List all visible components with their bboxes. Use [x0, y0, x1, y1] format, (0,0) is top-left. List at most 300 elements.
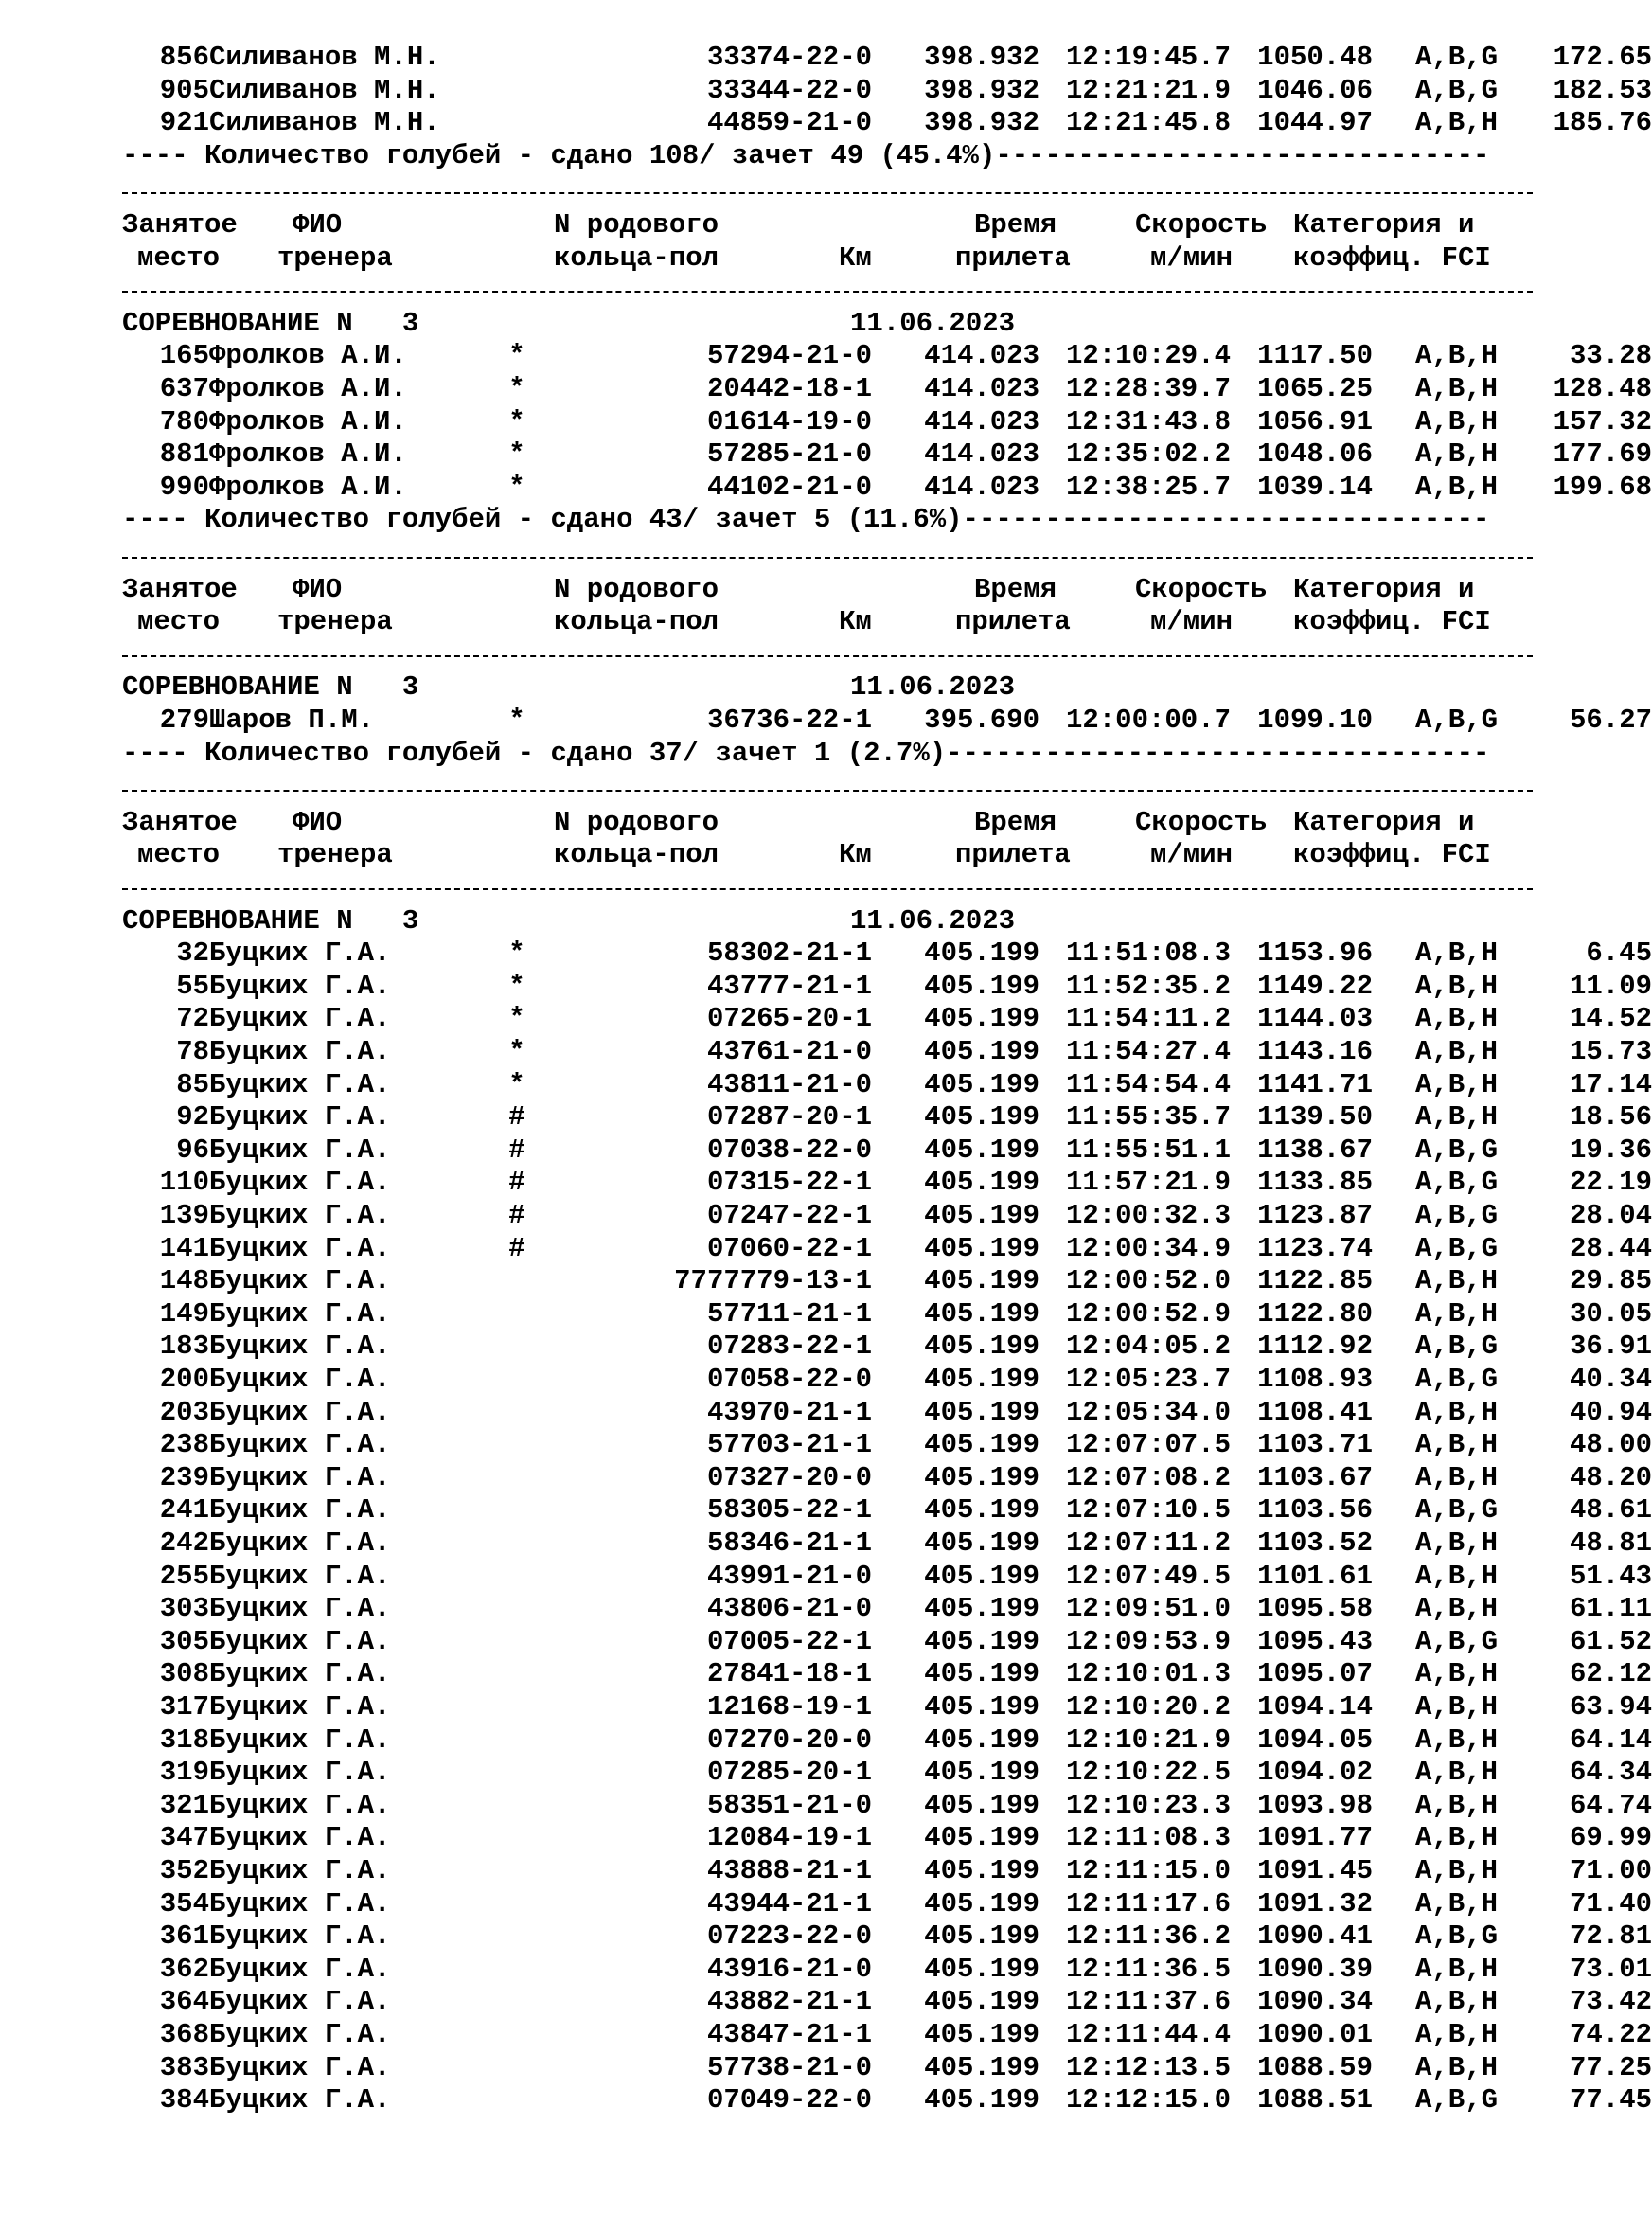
place-cell: 990	[159, 472, 209, 503]
ring-number-cell: 58351-21-0	[706, 1790, 872, 1821]
dashed-rule	[122, 275, 1542, 307]
mark-cell: *	[508, 938, 525, 969]
arrival-time-cell: 12:10:23.3	[1065, 1790, 1231, 1821]
distance-cell: 405.199	[924, 1069, 1039, 1100]
distance-cell: 405.199	[924, 1626, 1039, 1657]
col-ring-subheader: кольца-пол	[554, 606, 719, 637]
category-cell: A,B,H	[1414, 1593, 1498, 1624]
trainer-name-cell: Силиванов М.Н.	[209, 75, 440, 106]
ring-number-cell: 07060-22-1	[706, 1233, 872, 1264]
table-row	[122, 1134, 1652, 1167]
fci-coefficient-cell: 64.34	[1569, 1757, 1652, 1788]
distance-cell: 405.199	[924, 1494, 1039, 1526]
arrival-time-cell: 12:05:23.7	[1065, 1364, 1231, 1395]
col-speed-header: Скорость	[1135, 209, 1268, 241]
arrival-time-cell: 11:51:08.3	[1065, 938, 1231, 969]
mark-cell: *	[508, 340, 525, 371]
arrival-time-cell: 12:07:07.5	[1065, 1429, 1231, 1460]
fci-coefficient-cell: 28.04	[1569, 1200, 1652, 1231]
fci-coefficient-cell: 30.05	[1569, 1298, 1652, 1330]
summary-line	[122, 140, 1542, 172]
ring-number-cell: 43882-21-1	[706, 1986, 872, 2017]
trainer-name-cell: Буцких Г.А.	[209, 1724, 391, 1756]
distance-cell: 405.199	[924, 1757, 1039, 1788]
category-cell: A,B,G	[1414, 2084, 1498, 2116]
arrival-time-cell: 12:09:51.0	[1065, 1593, 1231, 1624]
divider	[122, 888, 1533, 890]
column-header-row-2	[122, 839, 1542, 871]
fci-coefficient-cell: 33.28	[1569, 340, 1652, 371]
category-cell: A,B,G	[1414, 1134, 1498, 1166]
place-cell: 384	[159, 2084, 209, 2116]
fci-coefficient-cell: 22.19	[1569, 1167, 1652, 1198]
table-row	[122, 1593, 1652, 1625]
distance-cell: 414.023	[924, 340, 1039, 371]
fci-coefficient-cell: 48.61	[1569, 1494, 1652, 1526]
trainer-name-cell: Буцких Г.А.	[209, 1790, 391, 1821]
ring-number-cell: 43761-21-0	[706, 1036, 872, 1067]
competition-header	[122, 671, 1542, 704]
arrival-time-cell: 12:07:10.5	[1065, 1494, 1231, 1526]
fci-coefficient-cell: 51.43	[1569, 1561, 1652, 1592]
arrival-time-cell: 12:11:36.5	[1065, 1954, 1231, 1985]
column-header-row-1	[122, 807, 1542, 839]
distance-cell: 405.199	[924, 1003, 1039, 1034]
competition-header	[122, 905, 1542, 938]
table-row	[122, 1429, 1652, 1461]
arrival-time-cell: 11:54:27.4	[1065, 1036, 1231, 1067]
category-cell: A,B,H	[1414, 1101, 1498, 1133]
ring-number-cell: 07270-20-0	[706, 1724, 872, 1756]
distance-cell: 405.199	[924, 2084, 1039, 2116]
table-row	[122, 1691, 1652, 1724]
distance-cell: 405.199	[924, 1790, 1039, 1821]
fci-coefficient-cell: 63.94	[1569, 1691, 1652, 1723]
col-time-subheader: прилета	[955, 606, 1071, 637]
fci-coefficient-cell: 69.99	[1569, 1822, 1652, 1853]
fci-coefficient-cell: 48.81	[1569, 1527, 1652, 1559]
ring-number-cell: 07223-22-0	[706, 1920, 872, 1952]
table-row	[122, 373, 1652, 405]
category-cell: A,B,G	[1414, 1364, 1498, 1395]
mark-cell: #	[508, 1101, 525, 1133]
category-cell: A,B,H	[1414, 1527, 1498, 1559]
ring-number-cell: 44102-21-0	[706, 472, 872, 503]
fci-coefficient-cell: 72.81	[1569, 1920, 1652, 1952]
trainer-name-cell: Буцких Г.А.	[209, 1265, 391, 1296]
ring-number-cell: 57703-21-1	[706, 1429, 872, 1460]
speed-cell: 1123.74	[1257, 1233, 1373, 1264]
ring-number-cell: 58346-21-1	[706, 1527, 872, 1559]
col-fio-header: ФИО	[293, 807, 343, 838]
ring-number-cell: 07247-22-1	[706, 1200, 872, 1231]
ring-number-cell: 44859-21-0	[706, 107, 872, 138]
ring-number-cell: 12168-19-1	[706, 1691, 872, 1723]
category-cell: A,B,H	[1414, 340, 1498, 371]
distance-cell: 405.199	[924, 938, 1039, 969]
ring-number-cell: 07058-22-0	[706, 1364, 872, 1395]
category-cell: A,B,H	[1414, 107, 1498, 138]
speed-cell: 1112.92	[1257, 1331, 1373, 1362]
category-cell: A,B,H	[1414, 406, 1498, 438]
speed-cell: 1050.48	[1257, 42, 1373, 73]
arrival-time-cell: 11:55:35.7	[1065, 1101, 1231, 1133]
table-row	[122, 1920, 1652, 1953]
col-speed-subheader: м/мин	[1150, 839, 1234, 870]
place-cell: 141	[159, 1233, 209, 1264]
table-row	[122, 1658, 1652, 1690]
trainer-name-cell: Буцких Г.А.	[209, 1527, 391, 1559]
pigeon-count-summary: ---- Количество голубей - сдано 43/ зачет 5 (11.6%)--------------------------------	[122, 504, 1490, 535]
place-cell: 148	[159, 1265, 209, 1296]
trainer-name-cell: Буцких Г.А.	[209, 1561, 391, 1592]
distance-cell: 405.199	[924, 1298, 1039, 1330]
arrival-time-cell: 12:07:08.2	[1065, 1462, 1231, 1493]
distance-cell: 405.199	[924, 1954, 1039, 1985]
trainer-name-cell: Буцких Г.А.	[209, 1658, 391, 1689]
table-row	[122, 1331, 1652, 1363]
category-cell: A,B,H	[1414, 938, 1498, 969]
speed-cell: 1117.50	[1257, 340, 1373, 371]
col-fio-header: ФИО	[293, 209, 343, 241]
trainer-name-cell: Буцких Г.А.	[209, 971, 391, 1002]
trainer-name-cell: Силиванов М.Н.	[209, 107, 440, 138]
place-cell: 55	[176, 971, 209, 1002]
place-cell: 361	[159, 1920, 209, 1952]
column-header-row-2	[122, 242, 1542, 275]
fci-coefficient-cell: 71.00	[1569, 1855, 1652, 1886]
arrival-time-cell: 12:38:25.7	[1065, 472, 1231, 503]
mark-cell: *	[508, 373, 525, 404]
distance-cell: 405.199	[924, 1527, 1039, 1559]
col-speed-subheader: м/мин	[1150, 606, 1234, 637]
trainer-name-cell: Буцких Г.А.	[209, 2084, 391, 2116]
table-row	[122, 1527, 1652, 1560]
trainer-name-cell: Буцких Г.А.	[209, 1331, 391, 1362]
ring-number-cell: 27841-18-1	[706, 1658, 872, 1689]
table-row	[122, 406, 1652, 438]
category-cell: A,B,G	[1414, 1920, 1498, 1952]
mark-cell: #	[508, 1167, 525, 1198]
divider	[122, 192, 1533, 194]
speed-cell: 1094.02	[1257, 1757, 1373, 1788]
speed-cell: 1094.14	[1257, 1691, 1373, 1723]
arrival-time-cell: 12:00:34.9	[1065, 1233, 1231, 1264]
fci-coefficient-cell: 6.45	[1586, 938, 1652, 969]
fci-coefficient-cell: 40.94	[1569, 1397, 1652, 1428]
trainer-name-cell: Фролков А.И.	[209, 406, 407, 438]
category-cell: A,B,H	[1414, 1954, 1498, 1985]
col-speed-header: Скорость	[1135, 807, 1268, 838]
distance-cell: 414.023	[924, 472, 1039, 503]
trainer-name-cell: Буцких Г.А.	[209, 1134, 391, 1166]
ring-number-cell: 07283-22-1	[706, 1331, 872, 1362]
distance-cell: 405.199	[924, 971, 1039, 1002]
distance-cell: 405.199	[924, 1986, 1039, 2017]
arrival-time-cell: 12:28:39.7	[1065, 373, 1231, 404]
distance-cell: 405.199	[924, 1429, 1039, 1460]
ring-number-cell: 57711-21-1	[706, 1298, 872, 1330]
dashed-rule	[122, 176, 1542, 208]
col-fio-subheader: тренера	[277, 839, 393, 870]
category-cell: A,B,G	[1414, 1626, 1498, 1657]
speed-cell: 1090.01	[1257, 2019, 1373, 2050]
category-cell: A,B,H	[1414, 373, 1498, 404]
mark-cell: *	[508, 1069, 525, 1100]
mark-cell: #	[508, 1134, 525, 1166]
trainer-name-cell: Буцких Г.А.	[209, 1298, 391, 1330]
fci-coefficient-cell: 11.09	[1569, 971, 1652, 1002]
mark-cell: *	[508, 705, 525, 736]
place-cell: 92	[176, 1101, 209, 1133]
category-cell: A,B,H	[1414, 1265, 1498, 1296]
speed-cell: 1090.34	[1257, 1986, 1373, 2017]
place-cell: 239	[159, 1462, 209, 1493]
category-cell: A,B,H	[1414, 1462, 1498, 1493]
arrival-time-cell: 12:05:34.0	[1065, 1397, 1231, 1428]
arrival-time-cell: 12:00:52.0	[1065, 1265, 1231, 1296]
fci-coefficient-cell: 28.44	[1569, 1233, 1652, 1264]
col-place-subheader: место	[137, 606, 221, 637]
distance-cell: 398.932	[924, 107, 1039, 138]
speed-cell: 1065.25	[1257, 373, 1373, 404]
ring-number-cell: 07287-20-1	[706, 1101, 872, 1133]
divider	[122, 291, 1533, 293]
arrival-time-cell: 12:10:29.4	[1065, 340, 1231, 371]
distance-cell: 414.023	[924, 406, 1039, 438]
arrival-time-cell: 11:52:35.2	[1065, 971, 1231, 1002]
summary-line	[122, 738, 1542, 770]
speed-cell: 1094.05	[1257, 1724, 1373, 1756]
speed-cell: 1091.77	[1257, 1822, 1373, 1853]
category-cell: A,B,H	[1414, 2019, 1498, 2050]
fci-coefficient-cell: 73.01	[1569, 1954, 1652, 1985]
ring-number-cell: 43847-21-1	[706, 2019, 872, 2050]
distance-cell: 414.023	[924, 373, 1039, 404]
fci-coefficient-cell: 185.76	[1553, 107, 1652, 138]
table-row	[122, 1003, 1652, 1035]
arrival-time-cell: 11:54:54.4	[1065, 1069, 1231, 1100]
category-cell: A,B,H	[1414, 1561, 1498, 1592]
col-speed-subheader: м/мин	[1150, 242, 1234, 274]
distance-cell: 414.023	[924, 438, 1039, 470]
distance-cell: 405.199	[924, 2052, 1039, 2083]
place-cell: 149	[159, 1298, 209, 1330]
place-cell: 637	[159, 373, 209, 404]
ring-number-cell: 43944-21-1	[706, 1888, 872, 1920]
col-km-header: Км	[839, 839, 872, 870]
place-cell: 364	[159, 1986, 209, 2017]
ring-number-cell: 43888-21-1	[706, 1855, 872, 1886]
arrival-time-cell: 12:12:13.5	[1065, 2052, 1231, 2083]
arrival-time-cell: 12:11:15.0	[1065, 1855, 1231, 1886]
category-cell: A,B,G	[1414, 75, 1498, 106]
trainer-name-cell: Буцких Г.А.	[209, 1593, 391, 1624]
place-cell: 308	[159, 1658, 209, 1689]
place-cell: 32	[176, 938, 209, 969]
place-cell: 85	[176, 1069, 209, 1100]
table-row	[122, 1200, 1652, 1232]
distance-cell: 405.199	[924, 1822, 1039, 1853]
competition-date: 11.06.2023	[850, 905, 1016, 937]
place-cell: 856	[159, 42, 209, 73]
arrival-time-cell: 12:21:21.9	[1065, 75, 1231, 106]
fci-coefficient-cell: 48.00	[1569, 1429, 1652, 1460]
col-ring-header: N родового	[554, 574, 719, 605]
col-km-header: Км	[839, 242, 872, 274]
divider	[122, 557, 1533, 559]
trainer-name-cell: Буцких Г.А.	[209, 1462, 391, 1493]
ring-number-cell: 07038-22-0	[706, 1134, 872, 1166]
speed-cell: 1088.51	[1257, 2084, 1373, 2116]
ring-number-cell: 01614-19-0	[706, 406, 872, 438]
ring-number-cell: 57294-21-0	[706, 340, 872, 371]
distance-cell: 405.199	[924, 1101, 1039, 1133]
arrival-time-cell: 12:10:20.2	[1065, 1691, 1231, 1723]
arrival-time-cell: 12:12:15.0	[1065, 2084, 1231, 2116]
ring-number-cell: 43916-21-0	[706, 1954, 872, 1985]
table-row	[122, 1069, 1652, 1101]
place-cell: 905	[159, 75, 209, 106]
speed-cell: 1122.85	[1257, 1265, 1373, 1296]
place-cell: 96	[176, 1134, 209, 1166]
trainer-name-cell: Фролков А.И.	[209, 373, 407, 404]
table-row	[122, 107, 1652, 139]
category-cell: A,B,G	[1414, 705, 1498, 736]
dashed-rule	[122, 774, 1542, 806]
trainer-name-cell: Буцких Г.А.	[209, 1494, 391, 1526]
table-row	[122, 2084, 1652, 2117]
table-row	[122, 438, 1652, 471]
speed-cell: 1095.43	[1257, 1626, 1373, 1657]
speed-cell: 1088.59	[1257, 2052, 1373, 2083]
dashed-rule	[122, 541, 1542, 573]
distance-cell: 405.199	[924, 1265, 1039, 1296]
fci-coefficient-cell: 77.25	[1569, 2052, 1652, 2083]
fci-coefficient-cell: 182.53	[1553, 75, 1652, 106]
category-cell: A,B,H	[1414, 1397, 1498, 1428]
trainer-name-cell: Буцких Г.А.	[209, 1167, 391, 1198]
category-cell: A,B,H	[1414, 1822, 1498, 1853]
column-header-row-1	[122, 574, 1542, 606]
arrival-time-cell: 12:09:53.9	[1065, 1626, 1231, 1657]
competition-date: 11.06.2023	[850, 308, 1016, 339]
col-ring-header: N родового	[554, 209, 719, 241]
fci-coefficient-cell: 199.68	[1553, 472, 1652, 503]
col-category-subheader: коэффиц. FCI	[1293, 839, 1491, 870]
place-cell: 305	[159, 1626, 209, 1657]
speed-cell: 1046.06	[1257, 75, 1373, 106]
col-category-header: Категория и	[1293, 574, 1475, 605]
trainer-name-cell: Буцких Г.А.	[209, 1397, 391, 1428]
category-cell: A,B,H	[1414, 1003, 1498, 1034]
ring-number-cell: 07049-22-0	[706, 2084, 872, 2116]
table-row	[122, 340, 1652, 372]
distance-cell: 405.199	[924, 1462, 1039, 1493]
place-cell: 238	[159, 1429, 209, 1460]
trainer-name-cell: Силиванов М.Н.	[209, 42, 440, 73]
speed-cell: 1101.61	[1257, 1561, 1373, 1592]
arrival-time-cell: 12:35:02.2	[1065, 438, 1231, 470]
fci-coefficient-cell: 14.52	[1569, 1003, 1652, 1034]
col-place-subheader: место	[137, 839, 221, 870]
table-row	[122, 1790, 1652, 1822]
col-category-subheader: коэффиц. FCI	[1293, 242, 1491, 274]
table-row	[122, 1101, 1652, 1134]
trainer-name-cell: Фролков А.И.	[209, 472, 407, 503]
distance-cell: 405.199	[924, 1888, 1039, 1920]
trainer-name-cell: Буцких Г.А.	[209, 1920, 391, 1952]
col-fio-subheader: тренера	[277, 242, 393, 274]
speed-cell: 1149.22	[1257, 971, 1373, 1002]
category-cell: A,B,H	[1414, 2052, 1498, 2083]
table-row	[122, 1986, 1652, 2018]
category-cell: A,B,H	[1414, 1429, 1498, 1460]
speed-cell: 1091.45	[1257, 1855, 1373, 1886]
place-cell: 78	[176, 1036, 209, 1067]
arrival-time-cell: 11:57:21.9	[1065, 1167, 1231, 1198]
ring-number-cell: 36736-22-1	[706, 705, 872, 736]
trainer-name-cell: Буцких Г.А.	[209, 1888, 391, 1920]
arrival-time-cell: 12:31:43.8	[1065, 406, 1231, 438]
table-row	[122, 705, 1652, 737]
distance-cell: 405.199	[924, 1920, 1039, 1952]
arrival-time-cell: 11:55:51.1	[1065, 1134, 1231, 1166]
speed-cell: 1103.67	[1257, 1462, 1373, 1493]
place-cell: 200	[159, 1364, 209, 1395]
arrival-time-cell: 12:10:21.9	[1065, 1724, 1231, 1756]
column-header-row-1	[122, 209, 1542, 241]
speed-cell: 1090.41	[1257, 1920, 1373, 1952]
trainer-name-cell: Буцких Г.А.	[209, 1822, 391, 1853]
fci-coefficient-cell: 62.12	[1569, 1658, 1652, 1689]
trainer-name-cell: Буцких Г.А.	[209, 1757, 391, 1788]
place-cell: 319	[159, 1757, 209, 1788]
col-place-header: Занятое	[122, 209, 238, 241]
category-cell: A,B,G	[1414, 1167, 1498, 1198]
dashed-rule	[122, 872, 1542, 904]
ring-number-cell: 43806-21-0	[706, 1593, 872, 1624]
place-cell: 354	[159, 1888, 209, 1920]
trainer-name-cell: Буцких Г.А.	[209, 1233, 391, 1264]
trainer-name-cell: Фролков А.И.	[209, 340, 407, 371]
col-km-header: Км	[839, 606, 872, 637]
ring-number-cell: 33344-22-0	[706, 75, 872, 106]
table-row	[122, 1855, 1652, 1887]
category-cell: A,B,H	[1414, 472, 1498, 503]
fci-coefficient-cell: 61.11	[1569, 1593, 1652, 1624]
fci-coefficient-cell: 64.14	[1569, 1724, 1652, 1756]
col-time-subheader: прилета	[955, 242, 1071, 274]
mark-cell: *	[508, 406, 525, 438]
distance-cell: 405.199	[924, 1134, 1039, 1166]
distance-cell: 405.199	[924, 1200, 1039, 1231]
trainer-name-cell: Буцких Г.А.	[209, 1101, 391, 1133]
speed-cell: 1141.71	[1257, 1069, 1373, 1100]
fci-coefficient-cell: 19.36	[1569, 1134, 1652, 1166]
place-cell: 317	[159, 1691, 209, 1723]
table-row	[122, 1364, 1652, 1396]
trainer-name-cell: Буцких Г.А.	[209, 1036, 391, 1067]
arrival-time-cell: 12:11:36.2	[1065, 1920, 1231, 1952]
place-cell: 139	[159, 1200, 209, 1231]
category-cell: A,B,H	[1414, 1855, 1498, 1886]
table-row	[122, 938, 1652, 970]
distance-cell: 405.199	[924, 1167, 1039, 1198]
table-row	[122, 1167, 1652, 1199]
ring-number-cell: 58305-22-1	[706, 1494, 872, 1526]
table-row	[122, 42, 1652, 74]
